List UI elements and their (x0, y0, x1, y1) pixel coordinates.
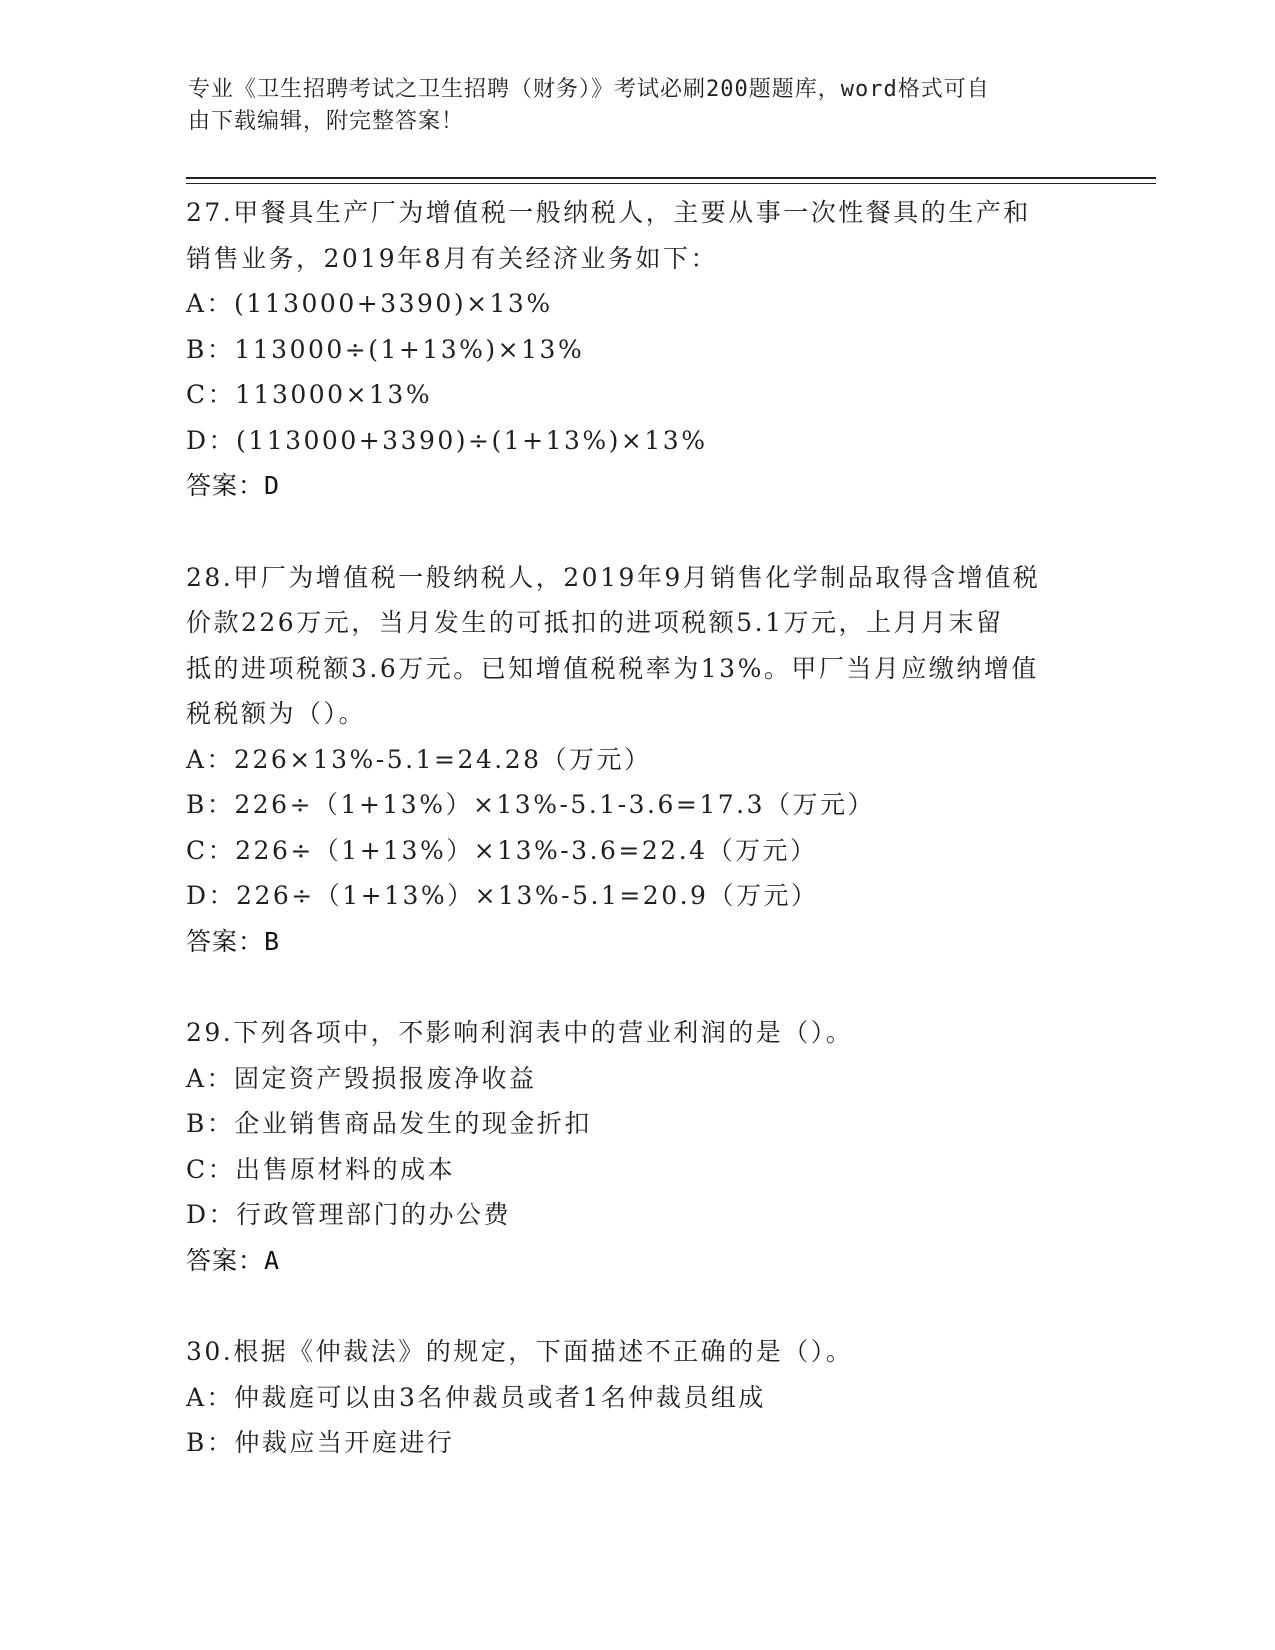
question-stem-line: 税税额为（）。 (186, 699, 367, 728)
document-header (188, 74, 1088, 138)
option-b: B：仲裁应当开庭进行 (186, 1428, 455, 1457)
option-d: D：行政管理部门的办公费 (186, 1200, 512, 1229)
header-divider-thick (186, 177, 1156, 179)
question-stem-line: 27.甲餐具生产厂为增值税一般纳税人，主要从事一次性餐具的生产和 (186, 198, 1031, 227)
question-30 (186, 1329, 1086, 1466)
option-a: A：226×13%-5.1=24.28（万元） (186, 744, 652, 774)
option-b: B：113000÷(1+13%)×13% (186, 334, 585, 364)
option-b: B：226÷（1+13%）×13%-5.1-3.6=17.3（万元） (186, 790, 875, 819)
question-29 (186, 1010, 1086, 1283)
option-c: C：226÷（1+13%）×13%-3.6=22.4（万元） (186, 835, 818, 865)
option-c: C：出售原材料的成本 (186, 1154, 456, 1184)
option-a: A：固定资产毁损报废净收益 (186, 1063, 537, 1093)
question-list (186, 190, 1086, 1512)
question-28 (186, 555, 1086, 965)
question-stem-line: 抵的进项税额3.6万元。已知增值税税率为13%。甲厂当月应缴纳增值 (186, 653, 1039, 683)
option-a: A：(113000+3390)×13% (186, 289, 553, 318)
answer-line: 答案：B (186, 926, 281, 956)
question-stem-line: 28.甲厂为增值税一般纳税人，2019年9月销售化学制品取得含增值税 (186, 562, 1041, 592)
option-d: D：226÷（1+13%）×13%-5.1=20.9（万元） (186, 881, 819, 910)
header-line-1: 专业《卫生招聘考试之卫生招聘（财务）》考试必刷200题题库，word格式可自 (188, 77, 990, 102)
option-a: A：仲裁庭可以由3名仲裁员或者1名仲裁员组成 (186, 1382, 766, 1412)
option-c: C：113000×13% (186, 380, 433, 409)
header-line-2: 由下载编辑，附完整答案！ (188, 109, 465, 134)
header-divider-thin (186, 183, 1156, 184)
option-b: B：企业销售商品发生的现金折扣 (186, 1109, 592, 1138)
question-stem-line: 销售业务，2019年8月有关经济业务如下： (186, 243, 719, 273)
question-stem-line: 价款226万元，当月发生的可抵扣的进项税额5.1万元，上月月末留 (186, 608, 1004, 637)
option-d: D：(113000+3390)÷(1+13%)×13% (186, 425, 708, 455)
question-stem-line: 29.下列各项中，不影响利润表中的营业利润的是（）。 (186, 1018, 854, 1047)
question-27 (186, 190, 1086, 509)
answer-line: 答案：A (186, 1245, 281, 1275)
answer-line: 答案：D (186, 471, 281, 500)
question-stem-line: 30.根据《仲裁法》的规定，下面描述不正确的是（）。 (186, 1337, 854, 1366)
